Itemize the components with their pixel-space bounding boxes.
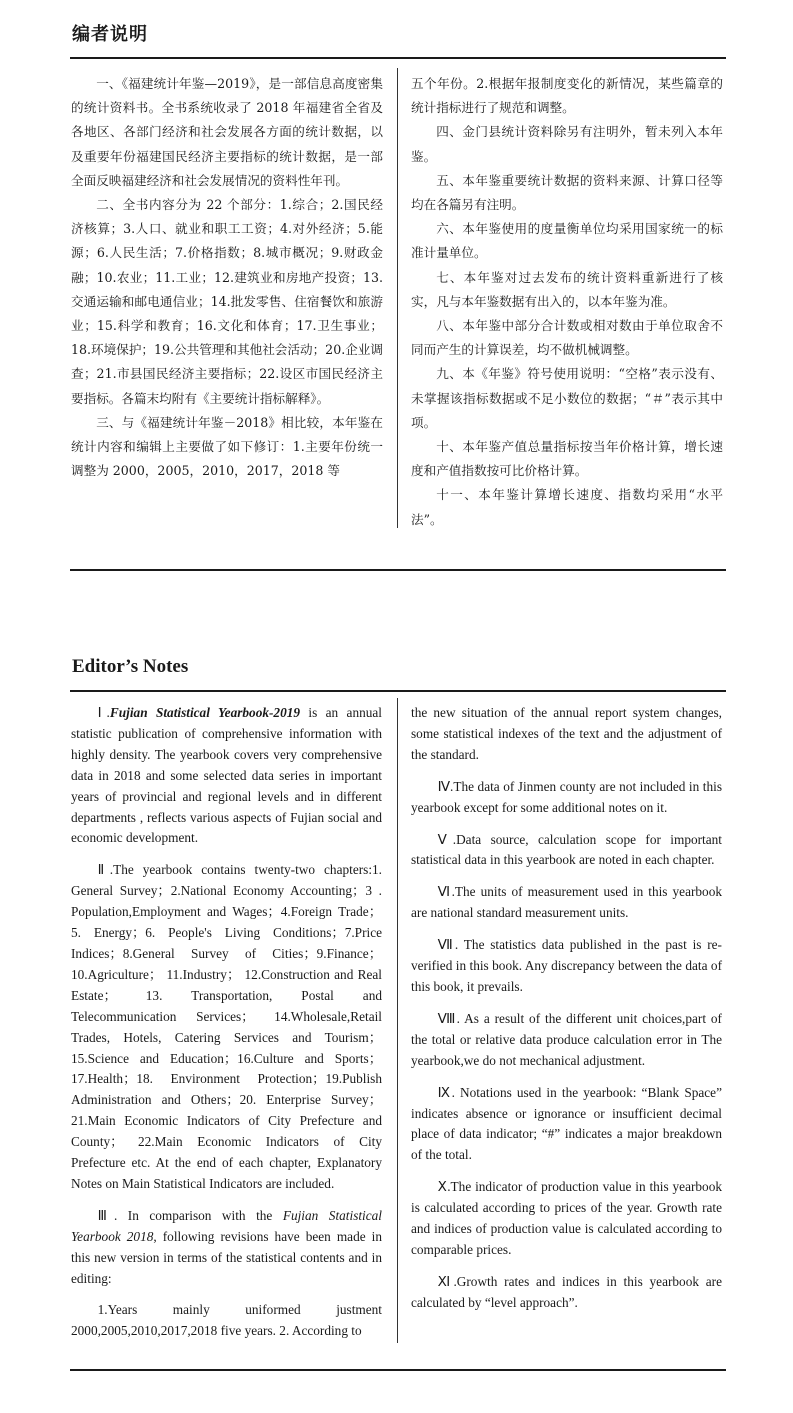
chinese-column-divider xyxy=(397,68,398,528)
cn-paragraph-11: 十一、本年鉴计算增长速度、指数均采用“水平法”。 xyxy=(411,487,723,527)
en-paragraph-7: Ⅶ. The statistics data published in the past is re-verified in this book. Any discrepancy between the data of this book, it prevails. xyxy=(411,937,722,994)
english-bottom-rule xyxy=(70,1369,726,1371)
english-left-column xyxy=(71,703,382,1353)
chinese-bottom-rule xyxy=(70,569,726,571)
en-paragraph-3-continued: the new situation of the annual report system changes, some statistical indexes of the text and the adjustment of the standard. xyxy=(411,705,722,762)
cn-paragraph-7: 七、本年鉴对过去发布的统计资料重新进行了核实，凡与本年鉴数据有出入的，以本年鉴为准。 xyxy=(411,269,723,309)
cn-paragraph-3-continued: 五个年份。2.根据年报制度变化的新情况，某些篇章的统计指标进行了规范和调整。 xyxy=(411,76,723,116)
chinese-top-rule xyxy=(70,57,726,59)
cn-paragraph-6: 六、本年鉴使用的度量衡单位均采用国家统一的标准计量单位。 xyxy=(411,221,723,261)
cn-paragraph-3: 三、与《福建统计年鉴－2018》相比较，本年鉴在统计内容和编辑上主要做了如下修订：1.主要年份统一调整为 2000，2005，2010，2017，2018 等 xyxy=(71,414,383,479)
en-paragraph-5: Ⅴ.Data source, calculation scope for important statistical data in this yearbook are noted in each chapter. xyxy=(411,831,722,868)
chinese-left-column xyxy=(71,72,383,483)
cn-paragraph-5: 五、本年鉴重要统计数据的资料来源、计算口径等均在各篇另有注明。 xyxy=(411,172,723,213)
en-paragraph-6: Ⅵ.The units of measurement used in this yearbook are national standard measurement units. xyxy=(411,884,722,921)
cn-paragraph-4: 四、金门县统计资料除另有注明外，暂未列入本年鉴。 xyxy=(411,124,723,164)
en-paragraph-9: Ⅸ. Notations used in the yearbook: “Blank Space” indicates absence or ignorance or insufficient decimal place of data indicator; “#” indicates a major breakdown of the total. xyxy=(411,1084,722,1163)
cn-paragraph-1: 一、《福建统计年鉴—2019》，是一部信息高度密集的统计资料书。全书系统收录了 2018 年福建省全省及各地区、各部门经济和社会发展各方面的统计数据，以及重要年份福建国民经济主要指标的统计数据，是一部全面反映福建经济和社会发展情况的资料性年刊。 xyxy=(71,76,383,188)
en-paragraph-1-text: is an annual statistic publication of comprehensive information with highly density. The yearbook covers very comprehensive data in 2018 and some selected data series in important years of provincial and regional levels and in different departments , reflects various aspects of Fujian social and economic development. xyxy=(71,705,382,846)
cn-paragraph-9: 九、本《年鉴》符号使用说明：“空格”表示没有、未掌握该指标数据或不足小数位的数据；“＃”表示其中项。 xyxy=(411,366,723,430)
en-paragraph-1-book-title: Fujian Statistical Yearbook-2019 xyxy=(109,705,301,720)
en-paragraph-2: Ⅱ.The yearbook contains twenty-two chapters:1. General Survey；2.National Economy Accounting；3 . Population,Employment and Wages；4.Foreign Trade；5. Energy；6. People's Living Conditions；7.Price Indices；8.General Survey of Cities；9.Finance；10.Agriculture； 11.Industry； 12.Construction and Real Estate； 13. Transportation, Postal and Telecommunication Services； 14.Wholesale,Retail Trades, Hotels, Catering Services and Tourism；15.Science and Education；16.Culture and Sports；17.Health；18. Environment Protection；19.Publish Administration and Others；20. Enterprise Survey；21.Main Economic Indicators of City Prefecture and County； 22.Main Economic Indicators of City Prefecture etc. At the end of each chapter, Explanatory Notes on Main Statistical Indicators are included. xyxy=(71,862,382,1191)
cn-paragraph-2: 二、全书内容分为 22 个部分：1.综合；2.国民经济核算；3.人口、就业和职工工资；4.对外经济；5.能源；6.人民生活；7.价格指数；8.城市概况；9.财政金融；10.农业；11.工业；12.建筑业和房地产投资；13.交通运输和邮电通信业；14.批发零售、住宿餐饮和旅游业；15.科学和教育；16.文化和体育；17.卫生事业；18.环境保护；19.公共管理和其他社会活动；20.企业调查；21.市县国民经济主要指标；22.设区市国民经济主要指标。各篇末均附有《主要统计指标解释》。 xyxy=(71,197,383,406)
cn-paragraph-10: 十、本年鉴产值总量指标按当年价格计算，增长速度和产值指数按可比价格计算。 xyxy=(411,439,723,479)
en-paragraph-8: Ⅷ. As a result of the different unit choices,part of the total or relative data produce calculation error in The yearbook,we do not mechanical adjustment. xyxy=(411,1010,722,1068)
en-paragraph-4: Ⅳ.The data of Jinmen county are not included in this yearbook except for some additional notes on it. xyxy=(411,778,722,815)
english-right-column xyxy=(411,703,722,1325)
en-paragraph-3 xyxy=(71,1206,382,1290)
english-section-title: Editor’s Notes xyxy=(72,656,189,677)
en-paragraph-3-item: 1.Years mainly uniformed justment 2000,2005,2010,2017,2018 five years. 2. According to xyxy=(71,1302,382,1339)
chinese-right-column xyxy=(411,72,723,532)
english-column-divider xyxy=(397,698,398,1343)
en-paragraph-3-text: , following revisions have been made in this new version in terms of the statistical contents and in editing: xyxy=(71,1228,383,1286)
en-paragraph-3-book-title: Fujian Statistical Yearbook 2018 xyxy=(71,1207,382,1244)
en-paragraph-1-number: Ⅰ. xyxy=(97,705,110,720)
chinese-section-title: 编者说明 xyxy=(72,24,148,45)
cn-paragraph-8: 八、本年鉴中部分合计数或相对数由于单位取舍不同而产生的计算误差，均不做机械调整。 xyxy=(411,318,723,358)
en-paragraph-1 xyxy=(71,703,382,849)
english-top-rule xyxy=(70,690,726,692)
en-paragraph-3-prefix: Ⅲ. In comparison with the xyxy=(97,1207,283,1223)
en-paragraph-11: Ⅺ.Growth rates and indices in this yearbook are calculated by “level approach”. xyxy=(411,1273,722,1310)
en-paragraph-10: Ⅹ.The indicator of production value in this yearbook is calculated according to prices of the year. Growth rate and indices of production value is calculated according to comparable prices. xyxy=(411,1179,722,1257)
